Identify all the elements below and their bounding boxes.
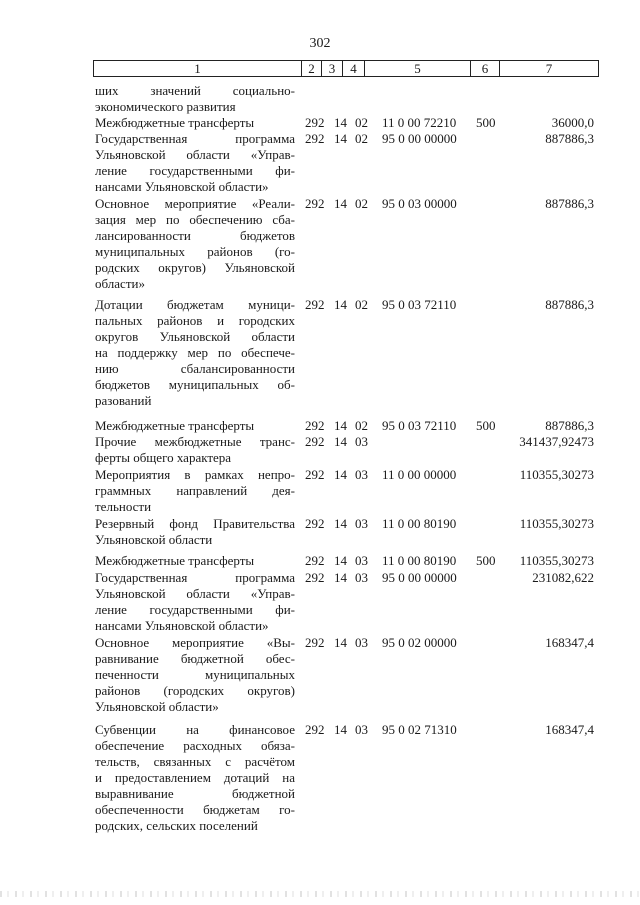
description-line: граммных направлений дея- [95,483,295,498]
description-line: Межбюджетные трансферты [95,115,255,130]
cell-c7: 110355,30273 [519,516,594,531]
cell-c2: 292 [305,297,325,312]
cell-c3: 14 [334,467,347,482]
description-line: пальных районов и городских [95,313,295,328]
cell-c7: 168347,4 [545,722,594,737]
cell-c2: 292 [305,570,325,585]
description-line: ших значений социально- [95,83,295,98]
row-description [95,467,295,515]
row-description [95,297,295,409]
cell-c4: 03 [355,516,368,531]
description-line: разований [95,393,152,408]
cell-c4: 03 [355,434,368,449]
row-description [95,115,295,131]
row-description [95,418,295,434]
description-line: Субвенции на финансовое [95,722,295,737]
description-line: родских, сельских поселений [95,818,258,833]
row-description [95,553,295,569]
cell-c4: 02 [355,196,368,211]
description-line: Государственная программа [95,131,295,146]
cell-c5: 95 0 03 00000 [382,196,457,211]
cell-c2: 292 [305,434,325,449]
description-line: выравнивание бюджетной [95,786,295,801]
cell-c3: 14 [334,635,347,650]
description-line: родских округов) Ульяновской [95,260,295,275]
cell-c2: 292 [305,115,325,130]
description-line: обеспечение расходных обяза- [95,738,295,753]
cell-c3: 14 [334,516,347,531]
header-col-2: 2 [302,61,322,76]
description-line: ферты общего характера [95,450,232,465]
cell-c6: 500 [476,553,496,568]
row-description [95,570,295,634]
description-line: Ульяновской области» [95,699,219,714]
cell-c5: 95 0 00 00000 [382,570,457,585]
description-line: Прочие межбюджетные транс- [95,434,295,449]
cell-c3: 14 [334,418,347,433]
cell-c4: 02 [355,131,368,146]
description-line: ление государственными фи- [95,602,295,617]
cell-c7: 231082,622 [532,570,594,585]
description-line: обеспеченности бюджетам го- [95,802,295,817]
page-number: 302 [309,36,331,51]
description-line: Ульяновской области «Управ- [95,586,295,601]
cell-c3: 14 [334,570,347,585]
header-col-4: 4 [343,61,365,76]
description-line: Государственная программа [95,570,295,585]
cell-c7: 887886,3 [545,297,594,312]
cell-c3: 14 [334,115,347,130]
description-line: Резервный фонд Правительства [95,516,295,531]
cell-c5: 95 0 03 72110 [382,418,457,433]
cell-c7: 110355,30273 [519,553,594,568]
header-col-7: 7 [545,61,553,76]
cell-c7: 36000,0 [551,115,594,130]
cell-c7: 887886,3 [545,418,594,433]
cell-c6: 500 [476,115,496,130]
description-line: Основное мероприятие «Вы- [95,635,295,650]
header-col-6: 6 [471,61,500,76]
description-line: муниципальных районов (го- [95,244,295,259]
cell-c4: 03 [355,553,368,568]
description-line: тельств, связанных с расчётом [95,754,295,769]
cell-c2: 292 [305,516,325,531]
scan-artifact [0,891,640,897]
description-line: ление государственными фи- [95,163,295,178]
cell-c5: 11 0 00 80190 [382,516,457,531]
description-line: Дотации бюджетам муници- [95,297,295,312]
cell-c2: 292 [305,635,325,650]
table-header [93,60,599,77]
description-line: и предоставлением дотаций на [95,770,295,785]
cell-c2: 292 [305,418,325,433]
cell-c3: 14 [334,131,347,146]
cell-c4: 03 [355,722,368,737]
cell-c3: 14 [334,722,347,737]
row-description [95,722,295,834]
row-description [95,196,295,292]
cell-c2: 292 [305,467,325,482]
row-description [95,516,295,548]
cell-c5: 95 0 02 00000 [382,635,457,650]
cell-c2: 292 [305,722,325,737]
description-line: округов Ульяновской области [95,329,295,344]
cell-c7: 110355,30273 [519,467,594,482]
description-line: районов (городских округов) [95,683,295,698]
description-line: экономического развития [95,99,236,114]
description-line: нансами Ульяновской области» [95,179,269,194]
description-line: лансированности бюджетов [95,228,295,243]
cell-c2: 292 [305,131,325,146]
description-line: нию сбалансированности [95,361,295,376]
cell-c4: 02 [355,115,368,130]
header-col-5: 5 [365,61,471,76]
cell-c7: 887886,3 [545,131,594,146]
description-line: равнивание бюджетной обес- [95,651,295,666]
cell-c5: 95 0 03 72110 [382,297,457,312]
description-line: области» [95,276,145,291]
cell-c7: 887886,3 [545,196,594,211]
cell-c7: 168347,4 [545,635,594,650]
description-line: зация мер по обеспечению сба- [95,212,295,227]
cell-c3: 14 [334,297,347,312]
cell-c4: 03 [355,635,368,650]
description-line: Ульяновской области «Управ- [95,147,295,162]
description-line: нансами Ульяновской области» [95,618,269,633]
description-line: печенности муниципальных [95,667,295,682]
cell-c7: 341437,92473 [519,434,594,449]
cell-c5: 95 0 00 00000 [382,131,457,146]
cell-c4: 03 [355,570,368,585]
cell-c5: 11 0 00 72210 [382,115,457,130]
cell-c6: 500 [476,418,496,433]
cell-c4: 02 [355,418,368,433]
description-line: Основное мероприятие «Реали- [95,196,295,211]
cell-c5: 95 0 02 71310 [382,722,457,737]
cell-c3: 14 [334,196,347,211]
header-col-1: 1 [94,61,302,76]
cell-c3: 14 [334,553,347,568]
cell-c4: 03 [355,467,368,482]
description-line: тельности [95,499,152,514]
cell-c5: 11 0 00 00000 [382,467,457,482]
row-description [95,434,295,466]
cell-c2: 292 [305,196,325,211]
header-col-3: 3 [322,61,343,76]
row-description [95,83,295,115]
cell-c2: 292 [305,553,325,568]
description-line: бюджетов муниципальных об- [95,377,295,392]
description-line: Межбюджетные трансферты [95,553,255,568]
row-description [95,131,295,195]
description-line: Ульяновской области [95,532,213,547]
cell-c3: 14 [334,434,347,449]
description-line: на поддержку мер по обеспече- [95,345,295,360]
description-line: Мероприятия в рамках непро- [95,467,295,482]
cell-c4: 02 [355,297,368,312]
cell-c5: 11 0 00 80190 [382,553,457,568]
row-description [95,635,295,715]
description-line: Межбюджетные трансферты [95,418,255,433]
